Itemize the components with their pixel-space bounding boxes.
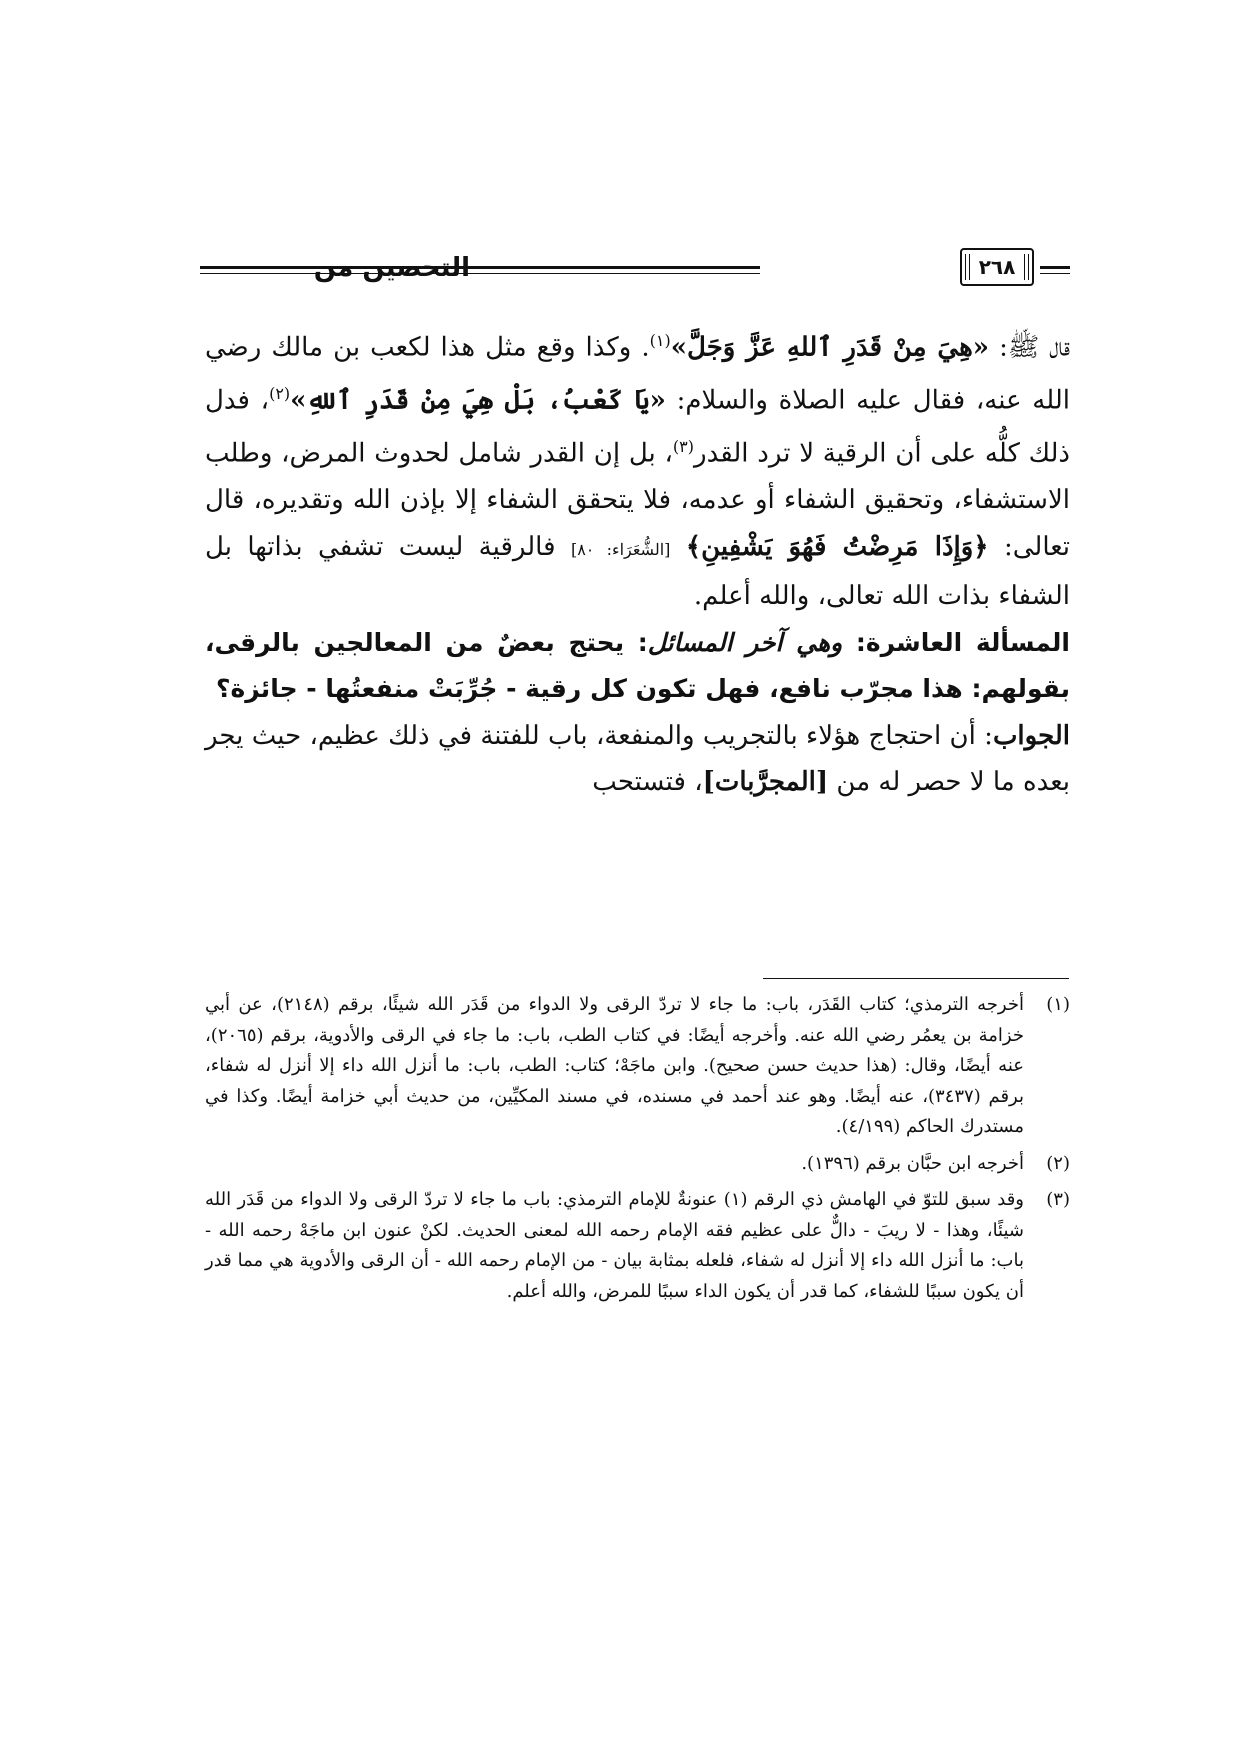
question-sublabel: وهي آخر المسائل xyxy=(647,627,843,657)
question-label: المسألة العاشرة: xyxy=(842,627,1070,657)
header-rule-left xyxy=(200,266,760,269)
footnote-separator xyxy=(763,978,1069,979)
running-header xyxy=(200,248,1070,292)
text-run: فالرقية ليست تشفي بذاتها بل الشفاء بذات الله تعالى، والله أعلم. xyxy=(205,531,1070,612)
footnote-text: أخرجه الترمذي؛ كتاب القَدَر، باب: ما جاء لا تردّ الرقى ولا الدواء من قَدَر الله شيئًا، برقم (٢١٤٨)، عن أبي خزامة بن يعمُر رضي الله عنه. وأخرجه أيضًا: في كتاب الطب، باب: ما جاء في الرقى والأدوية، برقم (٢٠٦٥)، عنه أيضًا، وقال: (هذا حديث حسن صحيح). وابن ماجَهْ؛ كتاب: الطب، باب: ما أنزل الله داء إلا أنزل له شفاء، برقم (٣٤٣٧)، عنه أيضًا. وهو عند أحمد في مسنده، في مسند المكيِّين، من حديث أبي خزامة أيضًا. وكذا في مستدرك الحاكم (٤/١٩٩). xyxy=(205,994,1024,1137)
hadith-quote: «هِيَ مِنْ قَدَرِ ٱللهِ عَزَّ وَجَلَّ» xyxy=(670,332,990,363)
footnote-1 xyxy=(205,990,1070,1143)
main-text xyxy=(205,318,1070,806)
answer-label: الجواب xyxy=(992,720,1070,751)
footnote-2 xyxy=(205,1149,1070,1180)
text-run: ، فدل ذلك كلُّه على أن الرقية لا ترد القدر xyxy=(205,385,1070,469)
footnote-3 xyxy=(205,1185,1070,1307)
footnote-ref-2[interactable]: (٢) xyxy=(269,384,291,404)
footnote-text: أخرجه ابن حبَّان برقم (١٣٩٦). xyxy=(801,1152,1024,1174)
footnote-ref-1[interactable]: (١) xyxy=(649,331,671,350)
footnotes xyxy=(205,990,1070,1313)
answer-paragraph xyxy=(205,713,1070,806)
text-run: . وكذا وقع مثل هذا لكعب بن مالك رضي الله عنه، فقال عليه الصلاة والسلام: xyxy=(205,332,1070,416)
header-title: التحصين من xyxy=(313,253,470,283)
page-number: ٢٦٨ xyxy=(960,248,1034,286)
quran-verse: ﴿وَإِذَا مَرِضْتُ فَهُوَ يَشْفِينِ﴾ xyxy=(685,531,989,562)
answer-text: : أن احتجاج هؤلاء بالتجريب والمنفعة، باب للفتنة في ذلك عظيم، حيث يجر بعده ما لا حصر له من xyxy=(205,720,1070,798)
hadith-quote: «يَا كَعْبُ، بَلْ هِيَ مِنْ قَدَرِ ٱللهِ» xyxy=(290,385,666,416)
question-text: : يحتج بعضٌ من المعالجين بالرقى، بقولهم: هذا مجرّب نافع، فهل تكون كل رقية - جُرِّبَتْ منفعتُها - جائزة؟ xyxy=(205,627,1070,704)
verse-reference: [الشُّعَرَاء: ٨٠] xyxy=(570,539,671,559)
answer-text-end: ، فتستحب xyxy=(592,767,703,798)
text-run: ، بل إن القدر شامل لحدوث المرض، وطلب الاستشفاء، وتحقيق الشفاء أو عدمه، فلا يتحقق الشفاء إلا بإذن الله وتقديره، قال تعالى: xyxy=(205,438,1071,562)
footnote-number: (٢) xyxy=(1046,1152,1070,1174)
question-heading xyxy=(205,620,1070,713)
text-run: قال ﷺ: xyxy=(989,332,1071,363)
footnote-number: (٣) xyxy=(1046,1189,1070,1210)
header-rule-right xyxy=(1040,266,1070,269)
paragraph-1 xyxy=(205,318,1070,620)
footnote-ref-3[interactable]: (٣) xyxy=(672,437,695,457)
footnote-text: وقد سبق للتوّ في الهامش ذي الرقم (١) عنونةٌ للإمام الترمذي: باب ما جاء لا تردّ الرقى ولا الدواء من قَدَر الله شيئًا، وهذا - لا ريبَ - دالٌّ على عظيم فقه الإمام رحمه الله لمعنى الحديث. لكنْ عنون ابن ماجَهْ رحمه الله - باب: ما أنزل الله داء إلا أنزل له شفاء، فلعله بمثابة بيان - من الإمام رحمه الله - أن الرقى والأدوية هي مما قدر أن يكون سببًا للشفاء، كما قدر أن يكون الداء سببًا للمرض، والله أعلم. xyxy=(205,1189,1024,1302)
footnote-number: (١) xyxy=(1046,994,1070,1015)
answer-bold-term: [المجرَّبات] xyxy=(702,767,829,798)
